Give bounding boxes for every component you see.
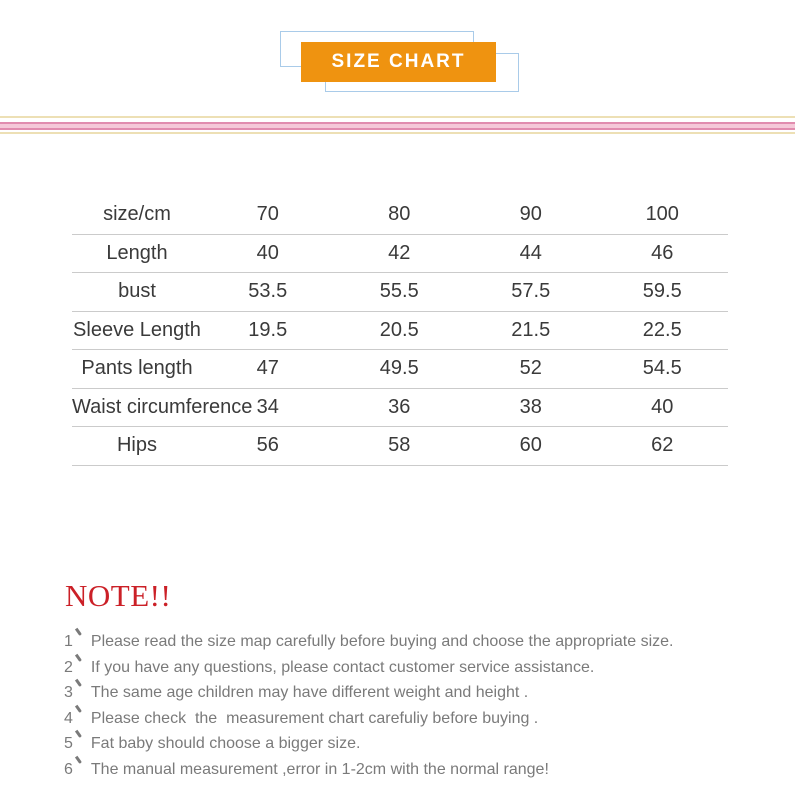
note-number: 3 (64, 674, 86, 702)
cell-value: 58 (388, 434, 411, 457)
row-label: size/cm (103, 203, 171, 226)
cell-value: 59.5 (642, 280, 682, 303)
cell-value: 40 (256, 241, 279, 264)
table-row (72, 273, 728, 312)
note-item (64, 751, 764, 777)
cell-value: 44 (519, 241, 542, 264)
cell-value: 21.5 (511, 318, 551, 341)
note-item (64, 674, 764, 700)
cell-value: 42 (388, 241, 411, 264)
cell-value: 46 (651, 241, 674, 264)
note-text: Please check the measurement chart carefuliy before buying . (90, 709, 539, 727)
enumeration-comma (73, 751, 86, 774)
row-label: Pants length (81, 357, 193, 380)
cell-value: 19.5 (248, 318, 288, 341)
cell-value: 36 (388, 395, 411, 418)
note-item (64, 649, 764, 675)
enumeration-comma (73, 623, 86, 646)
cell-value: 56 (256, 434, 279, 457)
cell-value: 70 (256, 203, 279, 226)
cell-value: 60 (519, 434, 542, 457)
cell-value: 20.5 (379, 318, 419, 341)
table-row (72, 350, 728, 389)
cell-value: 38 (519, 395, 542, 418)
cell-value: 55.5 (379, 280, 419, 303)
cell-value: 49.5 (379, 357, 419, 380)
cell-value: 54.5 (642, 357, 682, 380)
cell-value: 90 (519, 203, 542, 226)
note-item (64, 725, 764, 751)
note-text: Fat baby should choose a bigger size. (90, 735, 361, 753)
ribbon-divider (0, 116, 795, 134)
cell-value: 80 (388, 203, 411, 226)
note-heading: NOTE!! (65, 578, 172, 613)
notes-list (64, 623, 764, 777)
cell-value: 57.5 (511, 280, 551, 303)
cell-value: 53.5 (248, 280, 288, 303)
size-chart-title: SIZE CHART (331, 51, 466, 72)
note-number: 1 (64, 623, 86, 651)
cell-value: 22.5 (642, 318, 682, 341)
cell-value: 52 (519, 357, 542, 380)
row-label: Sleeve Length (73, 318, 201, 341)
enumeration-comma (73, 700, 86, 723)
size-chart-title-box (301, 42, 496, 82)
note-number: 6 (64, 751, 86, 779)
divider-tan-line-bottom (0, 132, 795, 134)
note-text: The manual measurement ,error in 1-2cm with the normal range! (90, 760, 549, 778)
table-row (72, 427, 728, 466)
table-row (72, 389, 728, 428)
cell-value: 40 (651, 395, 674, 418)
enumeration-comma (73, 649, 86, 672)
table-row (72, 196, 728, 235)
note-number: 4 (64, 700, 86, 728)
note-item (64, 700, 764, 726)
note-text: If you have any questions, please contact customer service assistance. (90, 658, 595, 676)
row-label: Length (106, 241, 168, 264)
table-row (72, 312, 728, 351)
cell-value: 34 (256, 395, 279, 418)
note-number: 2 (64, 649, 86, 677)
enumeration-comma (73, 674, 86, 697)
note-text: Please read the size map carefully before buying and choose the appropriate size. (90, 633, 674, 650)
enumeration-comma (73, 725, 86, 748)
note-item (64, 623, 764, 649)
note-text: The same age children may have different weight and height . (90, 684, 529, 702)
size-table (72, 196, 728, 466)
row-label: Hips (116, 434, 157, 457)
cell-value: 47 (256, 357, 279, 380)
row-label: bust (118, 280, 156, 303)
table-row (72, 235, 728, 274)
cell-value: 62 (651, 434, 674, 457)
note-number: 5 (64, 725, 86, 753)
row-label: Waist circumference (72, 395, 253, 418)
cell-value: 100 (645, 203, 679, 226)
